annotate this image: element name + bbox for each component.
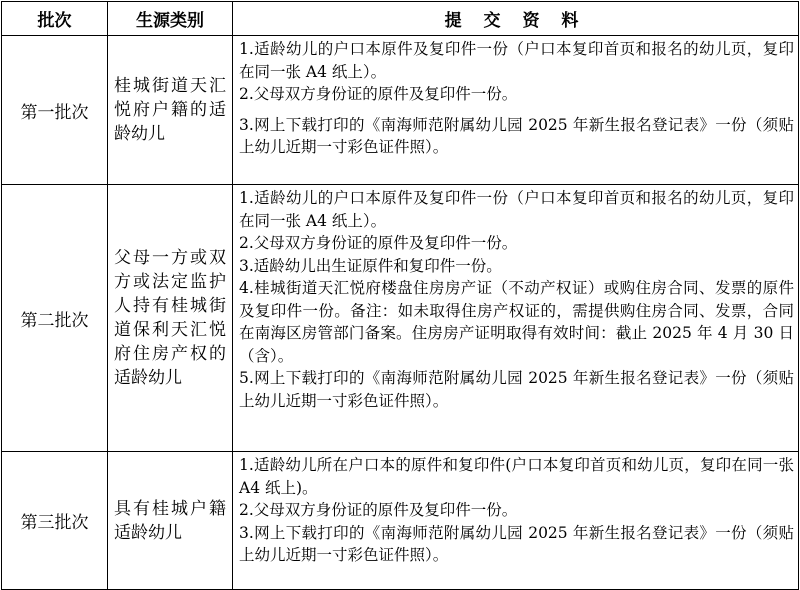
header-batch: 批次 [2, 2, 108, 36]
header-materials: 提 交 资 料 [233, 2, 799, 36]
table-row [2, 452, 799, 590]
material-item: 3.网上下载打印的《南海师范附属幼儿园 2025 年新生报名登记表》一份（须贴上幼儿近期一寸彩色证件照）。 [239, 115, 794, 156]
material-item: 3.网上下载打印的《南海师范附属幼儿园 2025 年新生报名登记表》一份（须贴上幼儿近期一寸彩色证件照）。 [239, 523, 794, 564]
material-item: 2.父母双方身份证的原件及复印件一份。 [239, 234, 518, 252]
material-item: 2.父母双方身份证的原件及复印件一份。 [239, 501, 518, 519]
category-cell: 父母一方或双方或法定监护人持有桂城街道保利天汇悦府住房产权的适龄幼儿 [108, 185, 233, 452]
material-item: 5.网上下载打印的《南海师范附属幼儿园 2025 年新生报名登记表》一份（须贴上幼儿近期一寸彩色证件照）。 [239, 369, 794, 410]
material-item: 1.适龄幼儿所在户口本的原件和复印件(户口本复印首页和幼儿页，复印在同一张 A4 纸上)。 [239, 456, 794, 497]
material-item: 1.适龄幼儿的户口本原件及复印件一份（户口本复印首页和报名的幼儿页，复印在同一张 A4 纸上）。 [239, 40, 794, 81]
header-category: 生源类别 [108, 2, 233, 36]
batch-cell: 第一批次 [2, 36, 108, 185]
header-row [2, 2, 799, 36]
material-item: 2.父母双方身份证的原件及复印件一份。 [239, 85, 518, 103]
admission-requirements-table [1, 1, 799, 590]
category-cell: 具有桂城户籍适龄幼儿 [108, 452, 233, 590]
material-item: 4.桂城街道天汇悦府楼盘住房房产证（不动产权证）或购住房合同、发票的原件及复印件一份。备注：如未取得住房产权证的，需提供购住房合同、发票，合同在南海区房管部门备案。住房房产证明取得有效时间：截止 2025 年 4 月 30 日（含）。 [239, 279, 794, 365]
materials-cell [233, 185, 799, 452]
table-row [2, 185, 799, 452]
material-item: 1.适龄幼儿的户口本原件及复印件一份（户口本复印首页和报名的幼儿页，复印在同一张 A4 纸上）。 [239, 189, 794, 230]
table-row [2, 36, 799, 185]
materials-cell [233, 36, 799, 185]
batch-cell: 第二批次 [2, 185, 108, 452]
material-item: 3.适龄幼儿出生证原件和复印件一份。 [239, 256, 502, 275]
materials-cell [233, 452, 799, 590]
batch-cell: 第三批次 [2, 452, 108, 590]
category-cell: 桂城街道天汇悦府户籍的适龄幼儿 [108, 36, 233, 185]
